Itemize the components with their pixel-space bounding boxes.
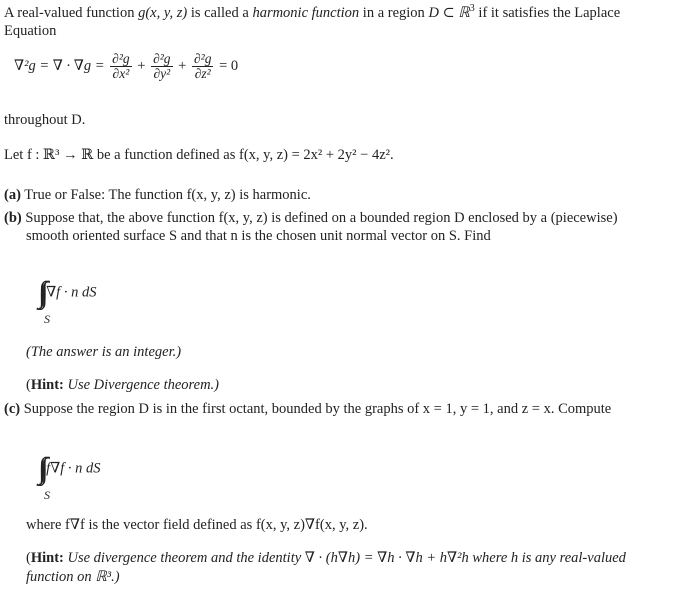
part-c-integrand: f∇f · n dS: [46, 460, 101, 477]
harmonic-term: harmonic function: [252, 5, 360, 21]
part-b-line-1: [4, 210, 618, 227]
part-a-text: True or False: The function f(x, y, z) is harmonic.: [24, 187, 311, 203]
part-c-where: where f∇f is the vector field defined as f(x, y, z)∇f(x, y, z).: [26, 517, 368, 533]
throughout-text: throughout D.: [4, 112, 86, 128]
part-a-label: (a): [4, 187, 21, 203]
part-c-label: (c): [4, 401, 21, 417]
part-c-integral: [38, 452, 101, 486]
plus-sign: +: [178, 58, 187, 75]
part-b-line-2: smooth oriented surface S and that n is the chosen unit normal vector on S. Find: [26, 228, 491, 244]
part-b-integral: [38, 276, 96, 310]
part-b-hint: (Hint: Use Divergence theorem.): [26, 377, 220, 393]
intro-text: A real-valued function: [4, 5, 139, 21]
part-b-surface-sub: S: [44, 312, 50, 326]
double-integral-sign: ∫∫: [38, 452, 43, 485]
fraction-dy: $\frac{\text{∂²g}}{\text{∂y²}}$: [153, 51, 171, 82]
part-b-integrand: ∇f · n dS: [46, 284, 97, 301]
part-b-text: Suppose that, the above function f(x, y, z) is defined on a bounded region D enclosed by a (piecewise): [25, 210, 618, 226]
part-a: [4, 187, 311, 204]
intro-text: is called a: [187, 5, 253, 21]
part-c-text: Suppose the region D is in the first octant, bounded by the graphs of x = 1, y = 1, and z = x. Compute: [23, 401, 612, 417]
hint-label: Hint:: [30, 550, 64, 566]
intro-text: in a region: [359, 5, 429, 21]
fraction-dz: $\frac{\text{∂²g}}{\text{∂z²}}$: [193, 51, 212, 82]
part-c-line-1: [4, 401, 611, 418]
hint-text: Use divergence theorem and the identity ∇ · (h∇h) = ∇h · ∇h + h∇²h where h is any real-valued: [67, 550, 626, 566]
region-exponent: 3: [469, 3, 475, 15]
region-d: D ⊂ ℝ: [428, 5, 470, 21]
part-b-label: (b): [4, 210, 22, 226]
hint-text: Use Divergence theorem.): [67, 377, 220, 393]
intro-line-2: Equation: [4, 23, 57, 39]
let-f-definition: Let f : ℝ³ → ℝ be a function defined as f(x, y, z) = 2x² + 2y² − 4z².: [4, 147, 394, 163]
laplace-equation: [14, 52, 238, 81]
function-g: g(x, y, z): [138, 5, 188, 21]
part-c-hint-line-1: (Hint: Use divergence theorem and the identity ∇ · (h∇h) = ∇h · ∇h + h∇²h where h is any real-valued: [26, 550, 626, 566]
hint-label: Hint:: [30, 377, 64, 393]
intro-text: if it satisfies the Laplace: [474, 5, 621, 21]
part-c-hint-line-2: function on ℝ³.): [26, 569, 120, 585]
intro-line-1: [4, 5, 620, 22]
plus-sign: +: [137, 58, 146, 75]
laplace-lhs: ∇²g = ∇ · ∇g =: [14, 58, 105, 75]
laplace-rhs: = 0: [219, 58, 239, 75]
fraction-dx: $\frac{\text{∂²g}}{\text{∂x²}}$: [112, 51, 130, 82]
double-integral-sign: ∫∫: [38, 276, 43, 309]
part-c-surface-sub: S: [44, 488, 50, 502]
part-b-note: (The answer is an integer.): [26, 344, 182, 360]
